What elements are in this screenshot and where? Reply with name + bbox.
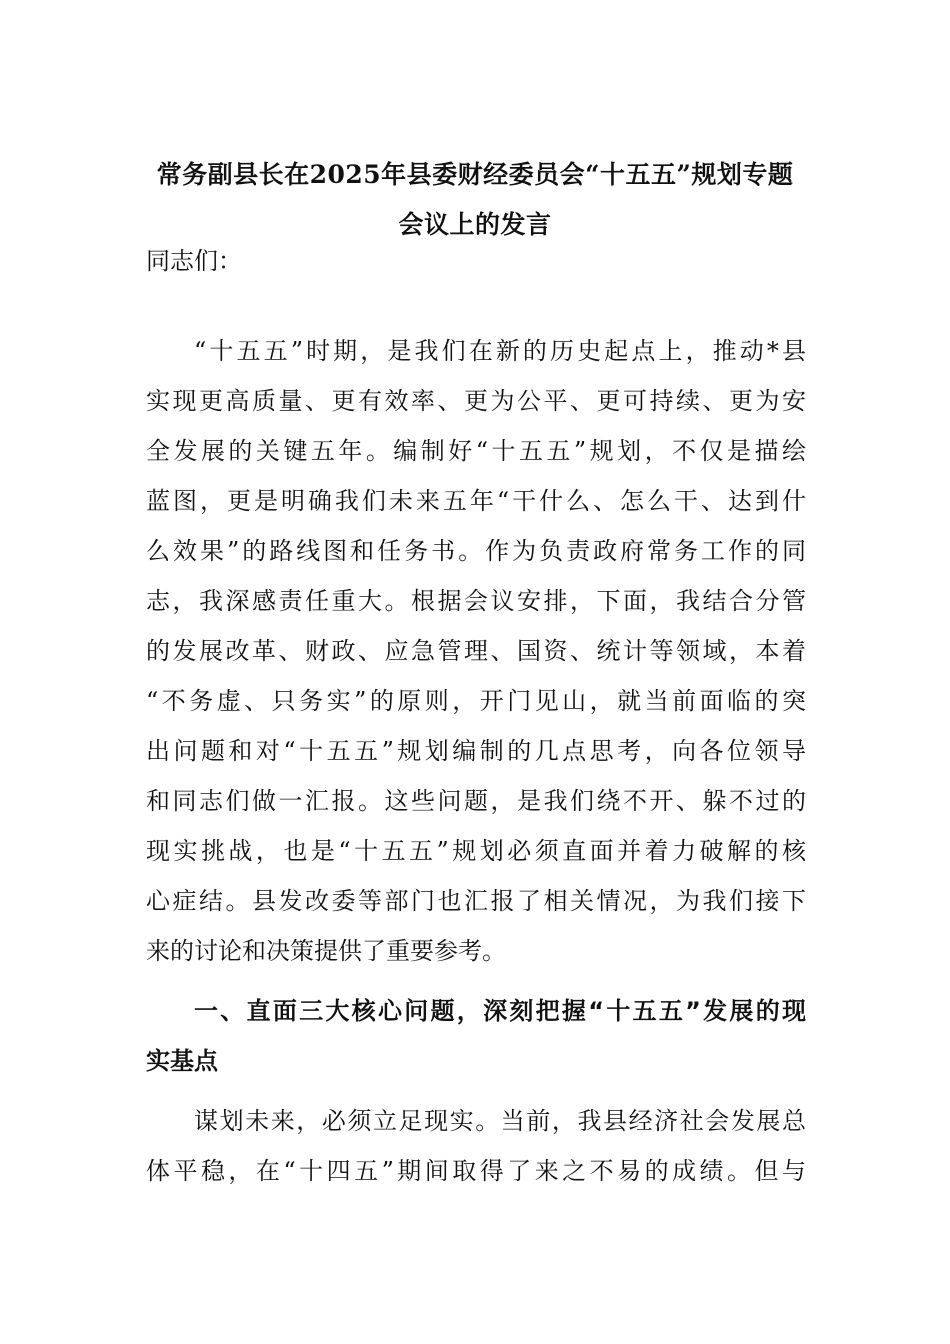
intro-line: 蓝图，更是明确我们未来五年“干什么、怎么干、达到什	[146, 487, 806, 515]
section-1-heading-line: 实基点	[146, 1047, 218, 1075]
intro-line: 出问题和对“十五五”规划编制的几点思考，向各位领导	[146, 737, 806, 765]
intro-line: 来的讨论和决策提供了重要参考。	[146, 937, 506, 965]
section-1-heading-line: 一、直面三大核心问题，深刻把握“十五五”发展的现	[194, 997, 806, 1025]
intro-line: 全发展的关键五年。编制好“十五五”规划，不仅是描绘	[146, 437, 806, 465]
intro-line: “十五五”时期，是我们在新的历史起点上，推动*县	[194, 337, 806, 365]
intro-line: 实现更高质量、更有效率、更为公平、更可持续、更为安	[146, 387, 806, 415]
document-title-line-1: 常务副县长在2025年县委财经委员会“十五五”规划专题	[156, 160, 794, 189]
section-1-line: 体平稳，在“十四五”期间取得了来之不易的成绩。但与	[146, 1157, 806, 1185]
intro-line: 和同志们做一汇报。这些问题，是我们绕不开、躲不过的	[146, 787, 806, 815]
intro-line: 么效果”的路线图和任务书。作为负责政府常务工作的同	[146, 537, 806, 565]
document-title-line-2: 会议上的发言	[398, 210, 552, 239]
section-1-line: 谋划未来，必须立足现实。当前，我县经济社会发展总	[194, 1107, 806, 1135]
intro-line: “不务虚、只务实”的原则，开门见山，就当前面临的突	[146, 687, 806, 715]
salutation: 同志们：	[146, 247, 242, 275]
intro-line: 现实挑战，也是“十五五”规划必须直面并着力破解的核	[146, 837, 806, 865]
intro-line: 心症结。县发改委等部门也汇报了相关情况，为我们接下	[146, 887, 806, 915]
intro-line: 志，我深感责任重大。根据会议安排，下面，我结合分管	[146, 587, 806, 615]
intro-line: 的发展改革、财政、应急管理、国资、统计等领域，本着	[146, 637, 806, 665]
